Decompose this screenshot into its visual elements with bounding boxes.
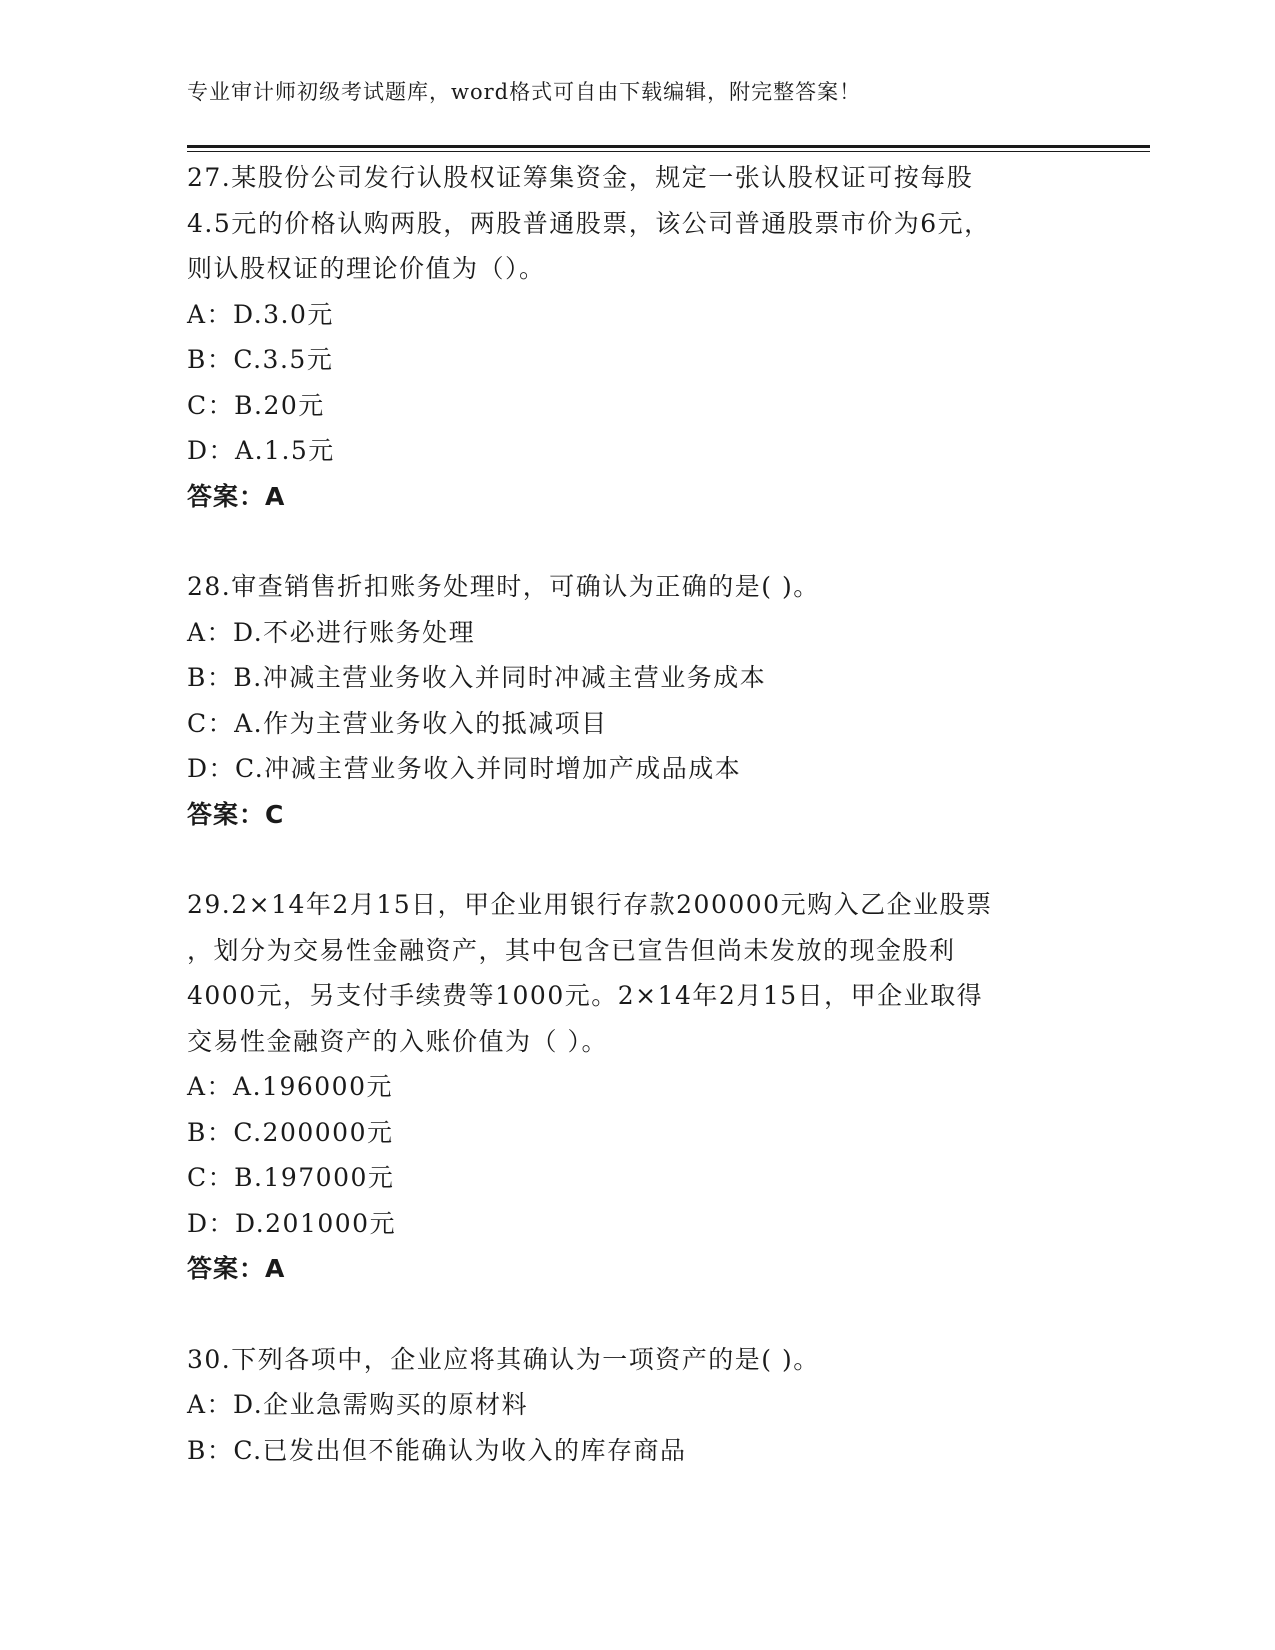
question-stem-line: ，划分为交易性金融资产，其中包含已宣告但尚未发放的现金股利 [187,935,956,965]
question-27 [187,155,1150,519]
page-header: 专业审计师初级考试题库，word格式可自由下载编辑，附完整答案！ [187,80,862,104]
question-28 [187,564,1150,837]
option-a: A：D.3.0元 [187,299,334,329]
option-b: B：B.冲减主营业务收入并同时冲减主营业务成本 [187,663,767,692]
question-stem-line: 4000元，另支付手续费等1000元。2×14年2月15日，甲企业取得 [187,981,984,1010]
option-d: D：D.201000元 [187,1208,397,1238]
question-stem-line: 交易性金融资产的入账价值为（ ）。 [187,1026,608,1056]
option-a: A：D.不必进行账务处理 [187,617,476,647]
answer: 答案：C [187,799,285,829]
option-c: C：A.作为主营业务收入的抵减项目 [187,708,608,738]
answer: 答案：A [187,1254,286,1283]
option-d: D：C.冲减主营业务收入并同时增加产成品成本 [187,754,742,783]
option-c: C：B.197000元 [187,1163,395,1192]
question-30 [187,1337,1150,1474]
question-stem-line: 30.下列各项中，企业应将其确认为一项资产的是( )。 [187,1344,820,1374]
option-a: A：D.企业急需购买的原材料 [187,1390,529,1419]
answer: 答案：A [187,481,286,511]
option-b: B：C.3.5元 [187,345,334,374]
option-b: B：C.已发出但不能确认为收入的库存商品 [187,1435,687,1465]
question-stem-line: 28.审查销售折扣账务处理时，可确认为正确的是( )。 [187,572,820,601]
question-stem-line: 则认股权证的理论价值为（）。 [187,254,546,283]
question-list [187,155,1150,1473]
option-d: D：A.1.5元 [187,436,335,465]
header-rule-thick [187,145,1150,148]
question-stem-line: 27.某股份公司发行认股权证筹集资金，规定一张认股权证可按每股 [187,163,974,192]
question-29 [187,882,1150,1292]
option-c: C：B.20元 [187,390,325,420]
question-stem-line: 29.2×14年2月15日，甲企业用银行存款200000元购入乙企业股票 [187,890,993,919]
option-b: B：C.200000元 [187,1117,394,1147]
option-a: A：A.196000元 [187,1072,393,1101]
question-stem-line: 4.5元的价格认购两股，两股普通股票，该公司普通股票市价为6元， [187,208,991,238]
header-rule-thin [187,151,1150,152]
